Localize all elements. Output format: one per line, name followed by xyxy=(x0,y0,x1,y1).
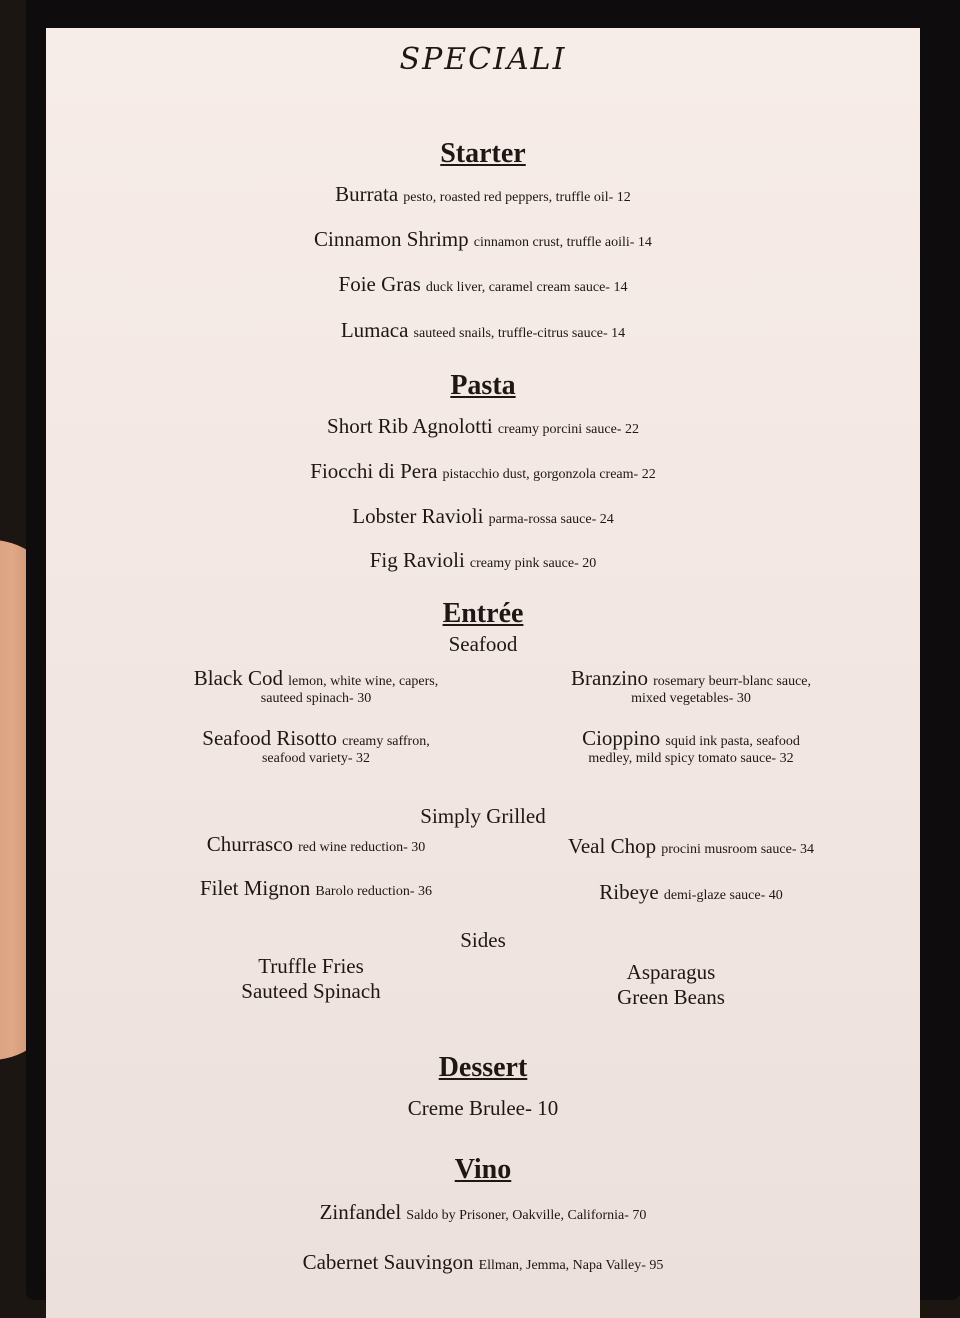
seafood-item xyxy=(136,726,496,767)
item-description: creamy saffron, xyxy=(342,734,430,749)
dessert-heading: Dessert xyxy=(438,1052,528,1083)
dessert-item: Creme Brulee- 10 xyxy=(407,1096,559,1120)
sides-subheading: Sides xyxy=(460,928,506,952)
menu-item xyxy=(46,548,920,573)
grilled-item xyxy=(501,880,881,905)
item-description: demi-glaze sauce- 40 xyxy=(663,888,783,903)
item-name: Cioppino xyxy=(582,726,661,750)
item-name: Branzino xyxy=(571,666,648,690)
menu-item xyxy=(46,272,920,297)
item-description: lemon, white wine, capers, xyxy=(288,674,439,689)
item-name: Ribeye xyxy=(599,880,659,904)
grilled-item xyxy=(136,832,496,857)
item-name: Fiocchi di Pera xyxy=(310,459,438,483)
item-name: Black Cod xyxy=(193,666,284,690)
seafood-subheading: Seafood xyxy=(448,632,518,656)
seafood-item xyxy=(501,726,881,767)
pasta-heading: Pasta xyxy=(450,370,516,401)
item-description: red wine reduction- 30 xyxy=(298,840,426,855)
item-name: Cabernet Sauvingon xyxy=(302,1250,474,1274)
seafood-item xyxy=(501,666,881,707)
sides-left xyxy=(196,954,426,1004)
wine-item xyxy=(46,1250,920,1275)
item-description: seafood variety- 32 xyxy=(261,751,371,766)
vino-heading: Vino xyxy=(454,1154,512,1185)
item-name: Burrata xyxy=(335,182,399,206)
menu-item xyxy=(46,227,920,252)
menu-item xyxy=(46,182,920,207)
item-description: duck liver, caramel cream sauce- 14 xyxy=(425,280,628,295)
item-name: Cinnamon Shrimp xyxy=(314,227,469,251)
item-name: Lobster Ravioli xyxy=(352,504,484,528)
menu-item xyxy=(46,459,920,484)
wine-item xyxy=(46,1200,920,1225)
item-description: creamy pink sauce- 20 xyxy=(469,556,597,571)
item-description: sauteed spinach- 30 xyxy=(260,691,372,706)
seafood-item xyxy=(136,666,496,707)
sides-right xyxy=(556,960,786,1010)
item-description: cinnamon crust, truffle aoili- 14 xyxy=(473,235,652,250)
item-name: Zinfandel xyxy=(319,1200,402,1224)
side-item: Sauteed Spinach xyxy=(241,979,381,1003)
item-description: Barolo reduction- 36 xyxy=(315,884,432,899)
item-description: procini musroom sauce- 34 xyxy=(661,842,814,857)
menu-page xyxy=(46,28,920,1318)
item-description: medley, mild spicy tomato sauce- 32 xyxy=(588,751,794,766)
item-name: Filet Mignon xyxy=(200,876,311,900)
item-name: Foie Gras xyxy=(338,272,421,296)
item-description: rosemary beurr-blanc sauce, xyxy=(653,674,811,689)
item-description: parma-rossa sauce- 24 xyxy=(488,512,614,527)
item-description: Saldo by Prisoner, Oakville, California- 70 xyxy=(406,1208,647,1223)
item-name: Seafood Risotto xyxy=(202,726,338,750)
item-description: pesto, roasted red peppers, truffle oil- 12 xyxy=(403,190,631,205)
entree-heading: Entrée xyxy=(442,598,524,629)
item-description: squid ink pasta, seafood xyxy=(665,734,800,749)
item-description: sauteed snails, truffle-citrus sauce- 14 xyxy=(413,326,626,341)
starter-heading: Starter xyxy=(440,138,526,169)
item-description: mixed vegetables- 30 xyxy=(631,691,751,706)
menu-item xyxy=(46,414,920,439)
item-name: Veal Chop xyxy=(568,834,657,858)
menu-item xyxy=(46,504,920,529)
side-item: Truffle Fries xyxy=(258,954,364,978)
menu-item xyxy=(46,318,920,343)
grilled-item xyxy=(136,876,496,901)
item-description: Ellman, Jemma, Napa Valley- 95 xyxy=(478,1258,664,1273)
grilled-item xyxy=(501,834,881,859)
item-name: Fig Ravioli xyxy=(369,548,465,572)
side-item: Asparagus xyxy=(626,960,716,984)
item-description: pistacchio dust, gorgonzola cream- 22 xyxy=(442,467,656,482)
menu-title: SPECIALI xyxy=(399,42,567,77)
grilled-subheading: Simply Grilled xyxy=(420,804,546,828)
item-name: Lumaca xyxy=(340,318,409,342)
side-item: Green Beans xyxy=(617,985,725,1009)
item-name: Churrasco xyxy=(206,832,294,856)
item-name: Short Rib Agnolotti xyxy=(327,414,493,438)
item-description: creamy porcini sauce- 22 xyxy=(497,422,639,437)
